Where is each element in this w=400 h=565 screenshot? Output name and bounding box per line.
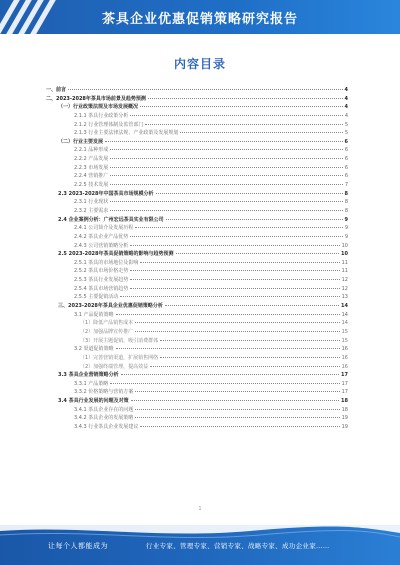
toc-leader-dots xyxy=(135,330,339,332)
toc-entry-label: 三、2023-2028年茶具企业优惠促销策略分析 xyxy=(58,303,163,310)
toc-entry-label: （二）行业主要发展 xyxy=(58,138,104,145)
toc-entry[interactable] xyxy=(46,155,348,164)
toc-entry[interactable] xyxy=(46,311,348,320)
toc-leader-dots xyxy=(116,347,340,349)
toc-entry[interactable] xyxy=(46,302,348,311)
toc-entry-page: 10 xyxy=(341,242,348,249)
toc-leader-dots xyxy=(110,157,343,159)
toc-entry[interactable] xyxy=(46,285,348,294)
toc-entry[interactable] xyxy=(46,267,348,276)
toc-entry[interactable] xyxy=(46,224,348,233)
toc-entry-label: 2.1.3 行业主要法律法规、产业政策及发展规划 xyxy=(74,130,179,137)
footer-roles: 行业专家、管理专家、营销专家、战略专家、成功企业家…… xyxy=(146,542,330,550)
toc-entry[interactable] xyxy=(46,146,348,155)
toc-entry-label: （1）完善营销渠道，扩展销售网络 xyxy=(80,354,159,361)
toc-entry-page: 10 xyxy=(341,251,348,258)
toc-entry-label: 2.4.3 公司营销策略分析 xyxy=(74,242,129,249)
header-band xyxy=(0,0,400,34)
toc-entry-page: 5 xyxy=(344,130,348,137)
toc-entry[interactable] xyxy=(46,328,348,337)
toc-leader-dots xyxy=(110,166,343,168)
toc-entry[interactable] xyxy=(46,233,348,242)
toc-leader-dots xyxy=(131,399,339,401)
footer-band xyxy=(0,525,400,565)
toc-entry[interactable] xyxy=(46,103,348,112)
toc-leader-dots xyxy=(130,114,343,116)
toc-entry-page: 11 xyxy=(341,268,348,275)
toc-entry-label: 2.2.5 技术发展 xyxy=(74,182,109,189)
toc-entry-label: 2.3 2023-2028年中国茶具市场规模分析 xyxy=(58,190,154,197)
toc-entry-label: 2.3.1 行业现状 xyxy=(74,199,109,206)
toc-leader-dots xyxy=(120,295,339,297)
toc-leader-dots xyxy=(150,365,339,367)
toc-leader-dots xyxy=(135,321,339,323)
toc-entry[interactable] xyxy=(46,337,348,346)
toc-entry[interactable] xyxy=(46,397,348,406)
toc-leader-dots xyxy=(140,261,339,263)
toc-entry-label: 二、2023-2028年茶具市场前景及趋势预测 xyxy=(46,95,146,102)
toc-entry-label: 3.4.2 茶具企业的发展策略 xyxy=(74,415,134,422)
toc-entry-label: 2.2.1 品种形成 xyxy=(74,147,109,154)
toc-entry[interactable] xyxy=(46,112,348,121)
toc-leader-dots xyxy=(110,209,343,211)
toc-entry-label: 2.4 企业案例分析：广州宏远茶具实业有限公司 xyxy=(58,216,164,223)
toc-entry[interactable] xyxy=(46,138,348,147)
toc-entry-page: 17 xyxy=(341,389,348,396)
toc-entry-page: 14 xyxy=(341,320,348,327)
toc-entry-page: 14 xyxy=(341,311,348,318)
toc-entry-label: 2.3.2 主要需求 xyxy=(74,207,109,214)
toc-entry[interactable] xyxy=(46,345,348,354)
toc-leader-dots xyxy=(156,192,343,194)
toc-leader-dots xyxy=(135,408,339,410)
toc-entry-page: 17 xyxy=(341,372,348,379)
toc-entry-label: 2.5.4 茶具市场营销趋势 xyxy=(74,285,129,292)
toc-entry-page: 18 xyxy=(341,406,348,413)
toc-leader-dots xyxy=(166,218,343,220)
toc-entry[interactable] xyxy=(46,293,348,302)
toc-entry[interactable] xyxy=(46,172,348,181)
toc-entry-label: 3.3.2 价格策略与营销方案 xyxy=(74,389,134,396)
toc-entry-label: （一）行业政策法规及市场发展概况 xyxy=(58,104,139,111)
toc-entry-page: 7 xyxy=(344,182,348,189)
toc-leader-dots xyxy=(68,88,343,90)
toc-entry-page: 18 xyxy=(341,398,348,405)
toc-entry[interactable] xyxy=(46,250,348,259)
toc-entry[interactable] xyxy=(46,198,348,207)
toc-entry-label: 3.3 茶具企业营销策略分析 xyxy=(58,372,119,379)
toc-leader-dots xyxy=(116,313,340,315)
toc-leader-dots xyxy=(130,269,339,271)
toc-leader-dots xyxy=(110,183,343,185)
toc-entry[interactable] xyxy=(46,181,348,190)
toc-entry-label: 2.2.4 营销推广 xyxy=(74,173,109,180)
toc-entry[interactable] xyxy=(46,190,348,199)
toc-entry-label: 3.2 渠道促销策略 xyxy=(74,346,114,353)
toc-entry-label: 3.4.1 茶具企业存在的问题 xyxy=(74,406,134,413)
toc-leader-dots xyxy=(140,105,343,107)
toc-entry[interactable] xyxy=(46,207,348,216)
toc-entry[interactable] xyxy=(46,388,348,397)
toc-entry-page: 19 xyxy=(341,423,348,430)
toc-entry[interactable] xyxy=(46,423,348,432)
report-title: 茶具企业优惠促销策略研究报告 xyxy=(101,12,298,27)
toc-leader-dots xyxy=(180,131,342,133)
toc-entry[interactable] xyxy=(46,354,348,363)
toc-entry-label: 3.4 茶具行业发展的问题及对策 xyxy=(58,398,129,405)
toc-leader-dots xyxy=(110,382,339,384)
toc-entry-label: （2）加强品牌宣传推广 xyxy=(80,328,134,335)
toc-entry-label: 2.4.1 公司简介及发展历程 xyxy=(74,225,134,232)
toc-entry[interactable] xyxy=(46,363,348,372)
toc-entry-page: 11 xyxy=(341,259,348,266)
toc-entry-page: 4 xyxy=(344,104,348,111)
toc-entry-label: 2.5.1 茶具的市场地位及影响 xyxy=(74,259,139,266)
toc-entry[interactable] xyxy=(46,242,348,251)
toc-entry-page: 13 xyxy=(341,294,348,301)
toc-entry-page: 15 xyxy=(341,337,348,344)
toc-entry[interactable] xyxy=(46,164,348,173)
page-number: 1 xyxy=(198,506,202,512)
toc-entry-page: 12 xyxy=(341,277,348,284)
toc-entry-page: 8 xyxy=(344,190,348,197)
toc-entry-page: 14 xyxy=(341,303,348,310)
toc-entry-page: 6 xyxy=(344,156,348,163)
toc-entry-page: 4 xyxy=(344,95,348,102)
toc-leader-dots xyxy=(135,226,342,228)
toc-entry-label: 2.2.2 产品发展 xyxy=(74,156,109,163)
toc-entry-label: 2.5.2 茶具市场价格走势 xyxy=(74,268,129,275)
toc-entry[interactable] xyxy=(46,276,348,285)
toc-entry[interactable] xyxy=(46,414,348,423)
toc-entry-page: 15 xyxy=(341,328,348,335)
toc-heading: 内容目录 xyxy=(173,57,226,71)
footer-slogan: 让每个人都能成为 xyxy=(48,542,108,550)
toc-entry-label: 3.4.3 行业茶具企业发展建议 xyxy=(74,423,139,430)
toc-entry-page: 17 xyxy=(341,380,348,387)
toc-entry[interactable] xyxy=(46,95,348,104)
toc-leader-dots xyxy=(148,97,343,99)
toc-entry-label: 2.2.3 市场发展 xyxy=(74,164,109,171)
toc-entry-page: 8 xyxy=(344,199,348,206)
toc-entry-label: 2.5 2023-2028年茶具促销策略的影响与趋势预测 xyxy=(58,251,174,258)
toc-entry[interactable] xyxy=(46,380,348,389)
toc-entry-page: 9 xyxy=(344,225,348,232)
toc-leader-dots xyxy=(130,235,343,237)
toc-entry-page: 4 xyxy=(344,87,348,93)
toc-leader-dots xyxy=(176,252,340,254)
toc-entry-label: 3.3.1 产品策略 xyxy=(74,380,109,387)
toc-entry-page: 12 xyxy=(341,285,348,292)
toc-entry-label: 3.1 产品促销策略 xyxy=(74,311,114,318)
toc-leader-dots xyxy=(140,425,339,427)
toc-entry[interactable] xyxy=(46,319,348,328)
toc-leader-dots xyxy=(130,244,339,246)
toc-leader-dots xyxy=(145,123,342,125)
toc-entry-page: 8 xyxy=(344,207,348,214)
toc-entry-page: 4 xyxy=(344,112,348,119)
toc-entry[interactable] xyxy=(46,259,348,268)
toc-entry-page: 6 xyxy=(344,147,348,154)
toc-entry-label: 2.1.2 行业管理体制及监管部门 xyxy=(74,121,144,128)
toc-leader-dots xyxy=(135,390,339,392)
toc-leader-dots xyxy=(121,373,339,375)
toc-leader-dots xyxy=(160,339,339,341)
toc-entry-page: 19 xyxy=(341,415,348,422)
toc-entry-label: 2.5.3 茶具行业发展趋势 xyxy=(74,277,129,284)
toc-entry-page: 9 xyxy=(344,216,348,223)
toc-entry-label: 2.4.2 茶具企业产品优势 xyxy=(74,233,129,240)
toc-entry-label: 2.5.5 主要促销活动 xyxy=(74,294,119,301)
toc-leader-dots xyxy=(110,174,343,176)
toc-leader-dots xyxy=(130,287,339,289)
toc-entry-page: 5 xyxy=(344,121,348,128)
toc-entry-label: （1）降低产品销售成本 xyxy=(80,320,134,327)
toc-entry-page: 6 xyxy=(344,164,348,171)
toc-entry[interactable] xyxy=(46,371,348,380)
toc-entry-label: （3）开展主题促销，吸引消费群体 xyxy=(80,337,159,344)
table-of-contents xyxy=(46,86,348,521)
toc-leader-dots xyxy=(110,200,343,202)
toc-entry[interactable] xyxy=(46,121,348,130)
toc-leader-dots xyxy=(130,278,339,280)
toc-leader-dots xyxy=(110,148,343,150)
toc-entry[interactable] xyxy=(46,129,348,138)
toc-entry-page: 9 xyxy=(344,233,348,240)
toc-leader-dots xyxy=(105,140,343,142)
toc-leader-dots xyxy=(165,304,339,306)
toc-entry-label: 2.1.1 茶具行业政策分析 xyxy=(74,112,129,119)
toc-entry-page: 6 xyxy=(344,138,348,145)
toc-entry-page: 16 xyxy=(341,346,348,353)
toc-entry-label: （2）加强终端管理，提高效益 xyxy=(80,363,149,370)
toc-entry[interactable] xyxy=(46,86,348,95)
toc-entry-page: 16 xyxy=(341,354,348,361)
toc-entry-page: 6 xyxy=(344,173,348,180)
toc-leader-dots xyxy=(135,416,339,418)
toc-entry[interactable] xyxy=(46,406,348,415)
toc-entry-page: 16 xyxy=(341,363,348,370)
toc-leader-dots xyxy=(160,356,339,358)
toc-entry-label: 一、前言 xyxy=(46,87,67,93)
toc-entry[interactable] xyxy=(46,216,348,225)
